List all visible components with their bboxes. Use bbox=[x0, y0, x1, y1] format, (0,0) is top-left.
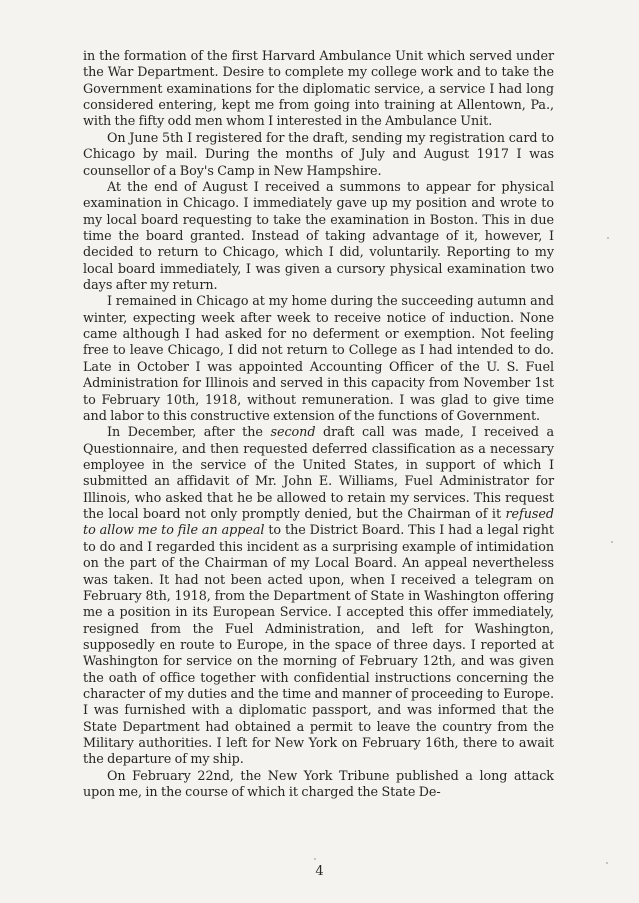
paragraph-5-part-a: In December, after the bbox=[107, 425, 271, 441]
body-text bbox=[83, 49, 554, 802]
paragraph-5 bbox=[83, 425, 554, 769]
paper-speck bbox=[607, 237, 609, 239]
paragraph-5-emphasis-second: second bbox=[270, 425, 316, 441]
paper-speck bbox=[611, 541, 613, 543]
paragraph-5-emphasis-appeal: refused to allow me to file an appeal bbox=[83, 507, 554, 539]
paragraph-6: On February 22nd, the New York Tribune published a long attack upon me, in the course of which it charged the State De- bbox=[83, 768, 554, 801]
paragraph-1: in the formation of the first Harvard Ambulance Unit which served under the War Department. Desire to complete my college work and to take the Government examinations for the diplomatic service, a service I had long considered entering, kept me from going into training at Allentown, Pa., with the fifty odd men whom I interested in the Ambulance Unit. bbox=[83, 49, 554, 130]
paragraph-3: At the end of August I received a summons to appear for physical examination in Chicago. I immediately gave up my position and wrote to my local board requesting to take the examination in Boston. This in due time the board granted. Instead of taking advantage of it, however, I decided to return to Chicago, which I did, voluntarily. Reporting to my local board immediately, I was given a cursory physical examination two days after my return. bbox=[83, 179, 554, 294]
paragraph-4: I remained in Chicago at my home during the succeeding autumn and winter, expecting week after week to receive notice of induction. None came although I had asked for no deferment or exemption. Not feeling free to leave Chicago, I did not return to College as I had intended to do. Late in October I was appointed Accounting Officer of the U. S. Fuel Administration for Illinois and served in this capacity from November 1st to February 10th, 1918, without remuneration. I was glad to give time and labor to this constructive extension of the functions of Government. bbox=[83, 294, 554, 424]
paragraph-5-part-b: draft call was made, I received a Questionnaire, and then requested deferred classification as a necessary employee in the service of the United States, in support of which I submitted an affidavit of Mr. John E. Williams, Fuel Administrator for Illinois, who asked that he be allowed to retain my services. This request the local board not only promptly denied, but the Chairman of it bbox=[83, 425, 555, 523]
paper-speck bbox=[606, 862, 608, 864]
paragraph-2: On June 5th I registered for the draft, sending my registration card to Chicago by mail. During the months of July and August 1917 I was counsellor of a Boy's Camp in New Hampshire. bbox=[83, 130, 554, 179]
paper-speck bbox=[314, 858, 316, 860]
paragraph-5-part-c: to the District Board. This I had a legal right to do and I regarded this incident as a surprising example of intimidation on the part of the Chairman of my Local Board. An appeal nevertheless was taken. It had not been acted upon, when I received a telegram on February 8th, 1918, from the Department of State in Washington offering me a position in its European Service. I accepted this offer immediately, resigned from the Fuel Administration, and left for Washington, supposedly en route to Europe, in the space of three days. I reported at Washington for service on the morning of February 12th, and was given the oath of office together with confidential instructions concerning the character of my duties and the time and manner of proceeding to Europe. I was furnished with a diplomatic passport, and was informed that the State Department had obtained a permit to leave the country from the Military authorities. I left for New York on February 16th, there to await the departure of my ship. bbox=[83, 523, 554, 768]
page-number: 4 bbox=[315, 864, 324, 879]
